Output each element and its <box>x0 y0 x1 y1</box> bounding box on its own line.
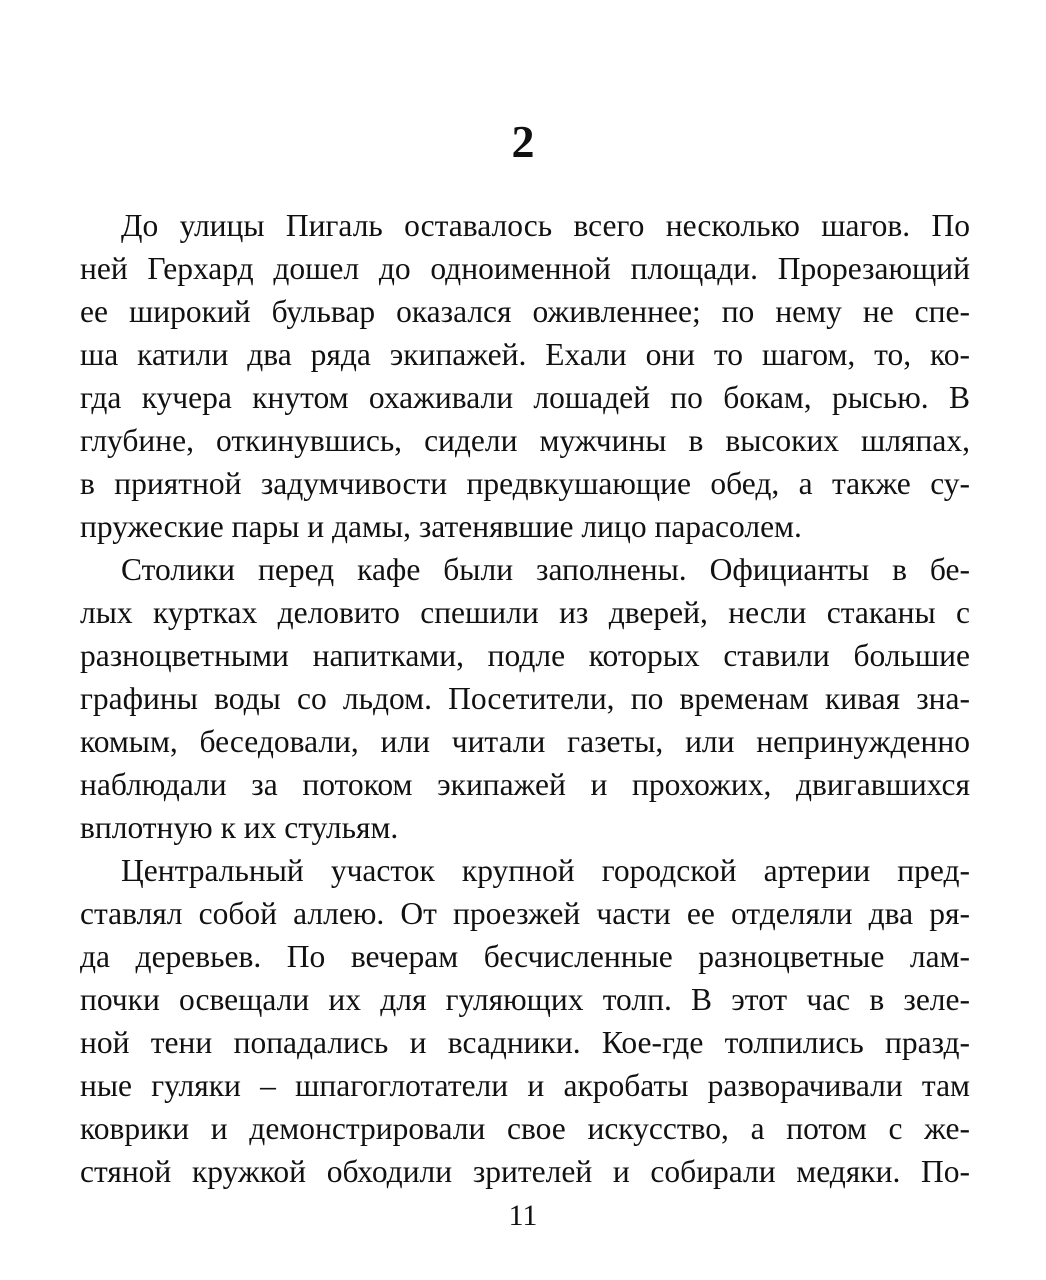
text-line: ша катили два ряда экипажей. Ехали они то шагом, то, ко- <box>80 337 970 372</box>
chapter-number: 2 <box>511 116 535 167</box>
text-line: До улицы Пигаль оставалось всего несколько шагов. По <box>121 208 970 243</box>
text-line: ной тени попадались и всадники. Кое-где толпились празд- <box>80 1025 970 1060</box>
text-line: наблюдали за потоком экипажей и прохожих, двигавшихся <box>80 767 970 802</box>
text-line: да деревьев. По вечерам бесчисленные разноцветные лам- <box>80 939 970 974</box>
text-line: гда кучера кнутом охаживали лошадей по бокам, рысью. В <box>80 380 970 415</box>
text-line: в приятной задумчивости предвкушающие обед, а также су- <box>80 466 970 501</box>
text-line: комым, беседовали, или читали газеты, или непринужденно <box>80 724 970 759</box>
text-line: ней Герхард дошел до одноименной площади. Прорезающий <box>80 251 970 286</box>
text-line: вплотную к их стульям. <box>80 810 399 845</box>
text-line: лых куртках деловито спешили из дверей, несли стаканы с <box>80 595 970 630</box>
text-line: ее широкий бульвар оказался оживленнее; по нему не спе- <box>80 294 970 329</box>
text-line: коврики и демонстрировали свое искусство, а потом с же- <box>80 1111 970 1146</box>
paragraph-1 <box>80 204 970 548</box>
text-line: графины воды со льдом. Посетители, по временам кивая зна- <box>80 681 970 716</box>
text-line: разноцветными напитками, подле которых ставили большие <box>80 638 970 673</box>
body-text <box>80 204 970 1193</box>
paragraph-3 <box>80 849 970 1193</box>
text-line: Центральный участок крупной городской артерии пред- <box>121 853 970 888</box>
text-line: Столики перед кафе были заполнены. Официанты в бе- <box>121 552 970 587</box>
text-line: ные гуляки – шпагоглотатели и акробаты разворачивали там <box>80 1068 970 1103</box>
text-line: ставлял собой аллею. От проезжей части ее отделяли два ря- <box>80 896 970 931</box>
text-line: пружеские пары и дамы, затенявшие лицо парасолем. <box>80 509 802 544</box>
page-number: 11 <box>508 1199 538 1232</box>
text-line: стяной кружкой обходили зрителей и собирали медяки. По- <box>80 1154 970 1189</box>
text-line: почки освещали их для гуляющих толп. В этот час в зеле- <box>80 982 970 1017</box>
paragraph-2 <box>80 548 970 849</box>
text-line: глубине, откинувшись, сидели мужчины в высоких шляпах, <box>80 423 970 458</box>
